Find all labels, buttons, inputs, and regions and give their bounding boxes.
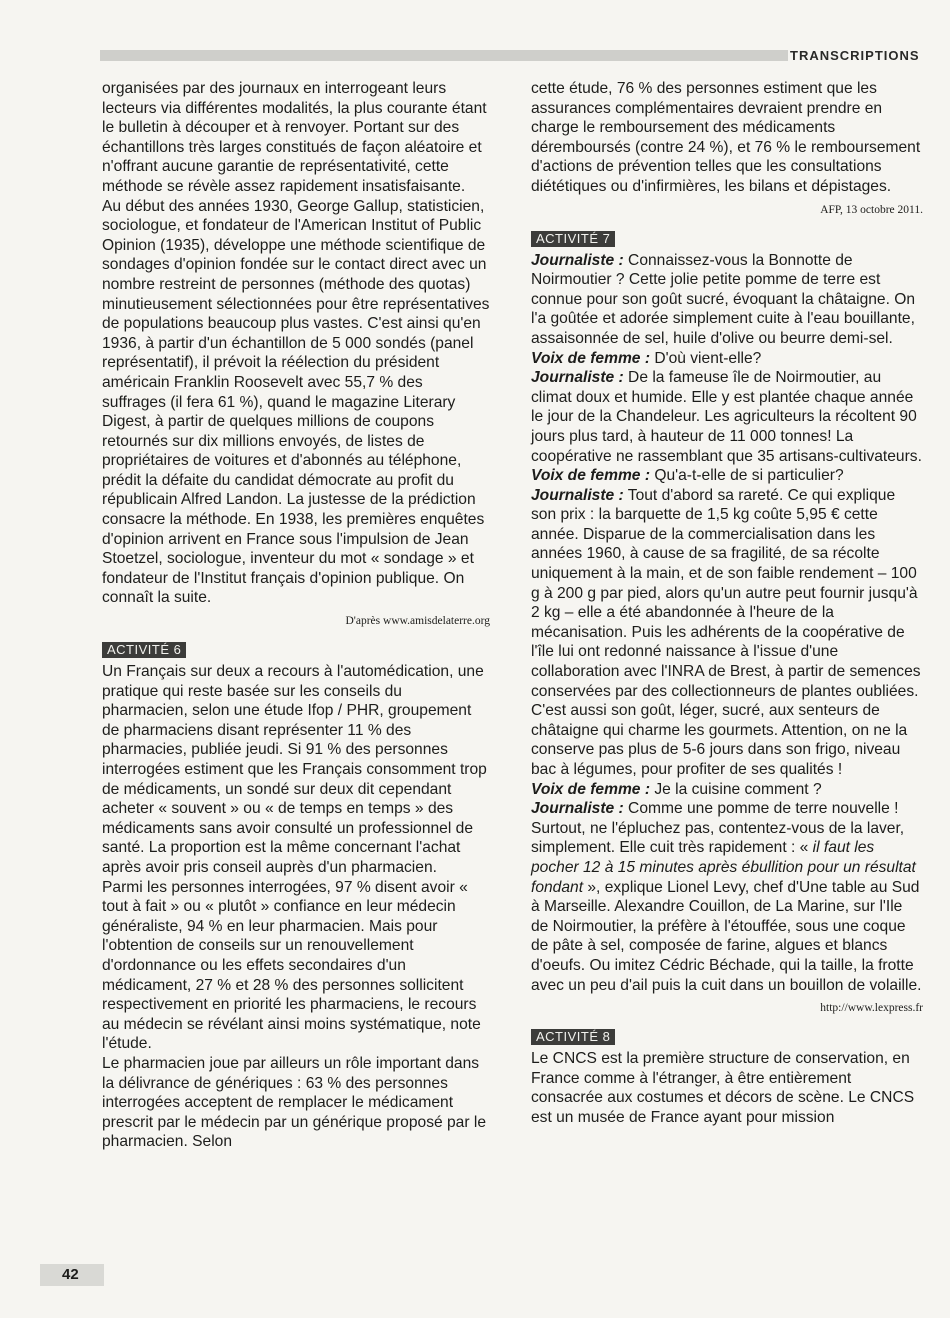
section-header: TRANSCRIPTIONS [790, 48, 920, 63]
chef-quote: il faut les pocher 12 à 15 minutes après ébullition pour un résultat fondant [531, 839, 916, 896]
speaker-voix-de-femme: Voix de femme : [531, 780, 651, 798]
activity-6-continuation: cette étude, 76 % des personnes estiment que les assurances complémentaires devraient prendre en charge le remboursement des médicaments déremboursés (contre 24 %), et 76 % le remboursement d'actions de prévention telles que les consultations diététiques ou d'infirmières, les bilans et dépistages. [531, 80, 921, 195]
dialogue-line [531, 466, 923, 486]
dialogue-text: Tout d'abord sa rareté. Ce qui explique son prix : la barquette de 1,5 kg coûte 5,95 € cette année. Disparue de la commercialisation dans les années 1960, à cause de sa fragilité, de sa récolte uniquement à la main, et de son faible rendement – 100 g à 200 g par pied, alors qu'un autre peut fournir jusqu'à 2 kg – elle a été abandonnée à l'heure de la mécanisation. Puis les adhérents de la coopérative de l'île lui ont redonné naissance à l'issue d'une collaboration avec l'INRA de Brest, à partir de semences conservées par des collectionneurs de plantes oubliées. C'est aussi son goût, léger, sucré, aux senteurs de châtaigne qui charme les gourmets. Attention, on ne la conserve pas plus de 5-6 jours dans son frigo, niveau bac à légumes, pour profiter de ses qualités ! [531, 486, 921, 778]
dialogue-text: », explique Lionel Levy, chef d'Une table au Sud à Marseille. Alexandre Couillon, de La Marine, sur l'Ile de Noirmoutier, la préfère à l'étouffée, sous une coque de pâte à sel, composée de farine, algues et blancs d'oeufs. Ou imitez Cédric Béchade, qui la taille, la frotte avec un peu d'ail puis la cuit dans un bouillon de volaille. [531, 878, 922, 994]
dialogue-line [531, 780, 923, 800]
activity-8-badge: ACTIVITÉ 8 [531, 1029, 615, 1045]
activity-6-paragraph-2: Parmi les personnes interrogées, 97 % disent avoir « tout à fait » ou « plutôt » confiance en leur médecin généraliste, 94 % en leur pharmacien. Mais pour l'obtention de conseils sur un renouvellement d'ordonnance ou les effets secondaires d'un médicament, 27 % et 28 % des personnes sollicitent respectivement en priorité les pharmaciens, le recours au médecin se révélant ainsi moins systématique, note l'étude. [102, 878, 481, 1053]
dialogue-line [531, 349, 923, 369]
activity-6-paragraph-3: Le pharmacien joue par ailleurs un rôle important dans la délivrance de génériques : 63 % des personnes interrogées acceptent de remplacer le médicament prescrit par le médecin par un générique proposé par le pharmacien. Selon [102, 1054, 487, 1151]
right-column [531, 79, 923, 1128]
dialogue-text: De la fameuse île de Noirmoutier, au climat doux et humide. Elle y est plantée chaque année le jour de la Chandeleur. Les agriculteurs la récoltent 90 jours plus tard, à hauteur de 11 000 tonnes! La coopérative ne rassemblant que 35 artisans-cultivateurs. [531, 369, 922, 465]
dialogue-text: Connaissez-vous la Bonnotte de Noirmoutier ? Cette jolie petite pomme de terre est connue pour son goût sucré, évoquant la châtaigne. On l'a goûtée et adorée simplement cuite à l'eau bouillante, assaisonnée de sel, huile d'olive ou beurre demi-sel. [531, 251, 916, 347]
speaker-journaliste: Journaliste : [531, 369, 624, 387]
activity-6-badge: ACTIVITÉ 6 [102, 642, 186, 658]
speaker-journaliste: Journaliste : [531, 800, 624, 818]
header-rule [100, 50, 788, 61]
dialogue-text: D'où vient-elle? [650, 349, 762, 367]
dialogue-line [531, 486, 923, 780]
speaker-journaliste: Journaliste : [531, 486, 624, 504]
dialogue-line [531, 799, 923, 995]
dialogue-text: Qu'a-t-elle de si particulier? [650, 467, 844, 485]
dialogue-text: Comme une pomme de terre nouvelle ! Surtout, ne l'épluchez pas, contentez-vous de la laver, simplement. Elle cuit très rapidement : « [531, 800, 905, 857]
left-column [102, 79, 490, 1152]
source-amisdelaterre: D'après www.amisdelaterre.org [345, 615, 490, 628]
gallup-paragraph: Au début des années 1930, George Gallup, statisticien, sociologue, et fondateur de l'American Institut of Public Opinion (1935), développe une méthode scientifique de sondages d'opinion fondée sur le contact direct avec un nombre restreint de personnes (méthode des quotas) minutieusement sélectionnées pour être représentatives de populations beaucoup plus vastes. C'est ainsi qu'en 1936, à partir d'un échantillon de 5 000 sondés (panel représentatif), il prévoit la réélection du président américain Franklin Roosevelt avec 55,7 % des suffrages (il fera 61 %), quand le magazine Literary Digest, à partir de quelques millions de coupons retournés sur dix millions envoyés, de listes de propriétaires de voitures et d'abonnés au téléphone, prédit la défaite du candidat démocrate au profit du républicain Alfred Landon. La justesse de la prédiction consacre la méthode. En 1938, les premières enquêtes d'opinion arrivent en France sous l'impulsion de Jean Stoetzel, sociologue, inventeur du mot « sondage » et fondateur de l'Institut français d'opinion publique. On connaît la suite. [102, 197, 490, 607]
activity-8-paragraph: Le CNCS est la première structure de conservation, en France comme à l'étranger, à être entièrement consacrée aux costumes et décors de scène. Le CNCS est un musée de France ayant pour mission [531, 1050, 915, 1126]
dialogue-text: Je la cuisine comment ? [650, 780, 822, 798]
source-afp: AFP, 13 octobre 2011. [820, 203, 923, 216]
dialogue-line [531, 251, 923, 349]
speaker-voix-de-femme: Voix de femme : [531, 349, 651, 367]
intro-paragraph: organisées par des journaux en interrogeant leurs lecteurs via différentes modalités, la plus courante étant le bulletin à découper et à renvoyer. Portant sur des échantillons très larges constitués de façon aléatoire et n'offrant aucune garantie de représentativité, cette méthode se révèle assez rapidement insatisfaisante. [102, 80, 487, 195]
activity-7-badge: ACTIVITÉ 7 [531, 231, 615, 247]
page-number: 42 [40, 1264, 104, 1286]
dialogue-line [531, 368, 923, 466]
source-lexpress: http://www.lexpress.fr [820, 1002, 923, 1015]
activity-6-paragraph-1: Un Français sur deux a recours à l'automédication, une pratique qui reste basée sur les conseils du pharmacien, selon une étude Ifop / PHR, groupement de pharmaciens disant représenter 11 % des pharmacies, publiée jeudi. Si 91 % des personnes interrogées estiment que les Français consomment trop de médicaments, un sondé sur deux dit cependant acheter « souvent » ou « de temps en temps » des médicaments sans avoir consulté un professionnel de santé. La proportion est la même concernant l'achat après avoir pris conseil auprès d'un pharmacien. [102, 663, 487, 876]
speaker-voix-de-femme: Voix de femme : [531, 467, 651, 485]
speaker-journaliste: Journaliste : [531, 251, 624, 269]
